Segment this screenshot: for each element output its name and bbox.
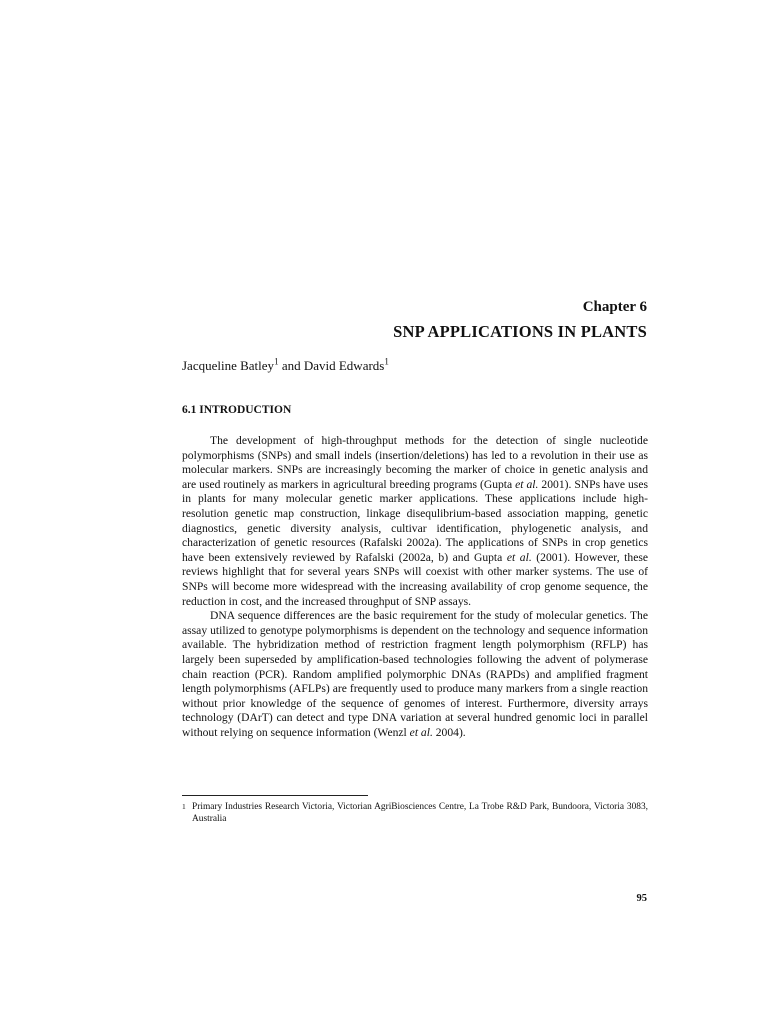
author-connector: and: [278, 358, 304, 373]
affiliation-mark: 1: [274, 356, 279, 367]
italic-text: et al.: [409, 725, 433, 739]
footnote-text: Primary Industries Research Victoria, Victorian AgriBiosciences Centre, La Trobe R&D Park, Bundoora, Victoria 3083, Australia: [192, 802, 648, 824]
italic-text: et al.: [506, 550, 532, 564]
author-line: [182, 358, 389, 374]
text-run: The development of high-throughput methods for the detection of single nucleotide polymorphisms (SNPs) and small indels (insertion/deletions) has led to a revolution in their use as molecular markers. SNPs are increasingly becoming the marker of choice in genetic analysis and are used routinely as markers in agricultural breeding programs (Gupta: [182, 434, 648, 491]
paragraph: [182, 609, 648, 740]
italic-text: et al.: [515, 477, 539, 491]
body-text: [182, 434, 648, 740]
text-run: 2004).: [432, 725, 466, 739]
page-number: 95: [636, 893, 647, 904]
chapter-label: Chapter 6: [582, 299, 647, 315]
text-run: 2001). SNPs have uses in plants for many molecular genetic marker applications. These applications include high-resolution genetic map construction, linkage disequlibrium-based association mapping, genetic diagnostics, genetic diversity analysis, cultivar identification, phylogenetic analysis, and characterization of genetic resources (Rafalski 2002a). The applications of SNPs in crop genetics have been extensively reviewed by Rafalski (2002a, b) and Gupta: [182, 477, 648, 564]
footnote-mark: 1: [182, 802, 186, 811]
affiliation-mark: 1: [384, 356, 389, 367]
chapter-title: SNP APPLICATIONS IN PLANTS: [393, 322, 647, 341]
footnote: [182, 801, 648, 825]
paragraph: [182, 434, 648, 609]
text-run: (2001). However, these reviews highlight that for several years SNPs will coexist with other marker systems. The use of SNPs will become more widespread with the increasing availability of crop genome sequence, the reduction in cost, and the increased throughput of SNP assays.: [182, 550, 648, 608]
text-run: DNA sequence differences are the basic requirement for the study of molecular genetics. The assay utilized to genotype polymorphisms is dependent on the technology and sequence information available. The hybridization method of restriction fragment length polymorphism (RFLP) has largely been superseded by amplification-based technologies following the advent of polymerase chain reaction (PCR). Random amplified polymorphic DNAs (RAPDs) and amplified fragment length polymorphisms (AFLPs) are frequently used to produce many markers from a single reaction without prior knowledge of the sequence of genomes of interest. Furthermore, diversity arrays technology (DArT) can detect and type DNA variation at several hundred genomic loci in parallel without relying on sequence information (Wenzl: [182, 609, 648, 739]
footnote-divider: [182, 795, 368, 796]
author-name: Jacqueline Batley: [182, 358, 275, 373]
section-heading: 6.1 INTRODUCTION: [182, 404, 292, 416]
author-name: David Edwards: [303, 358, 385, 373]
